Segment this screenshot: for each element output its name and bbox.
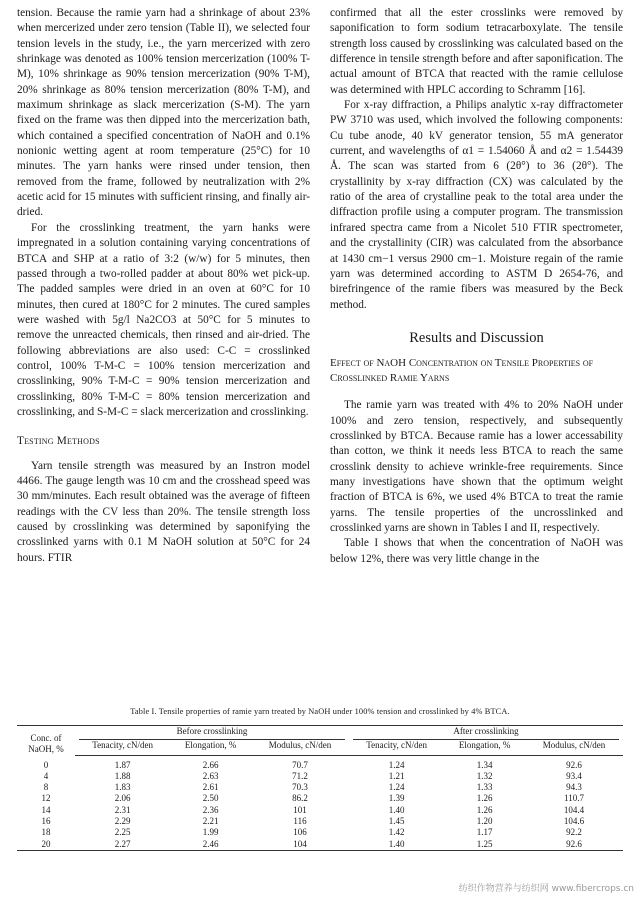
table-cell: 2.61 [202,782,219,793]
table-row [17,782,623,793]
table-cell: 2.29 [114,816,131,827]
paragraph: For the crosslinking treatment, the yarn hanks were impregnated in a solution containing varying concentrations of BTCA and SHP at a ratio of 3:2 (w/w) for 5 minutes, then passed through a two-rolled padder at about 80% wet pick-up. The padded samples were dried in an oven at 60°C for 10 minutes, then cured at 180°C for 2 minutes. The cured samples were washed with 5g/l Na2CO3 at 50°C for 5 minutes to remove the unreacted chemicals, then rinsed and air-dried. The following abbreviations are also used: C-C = crosslinked control, 100% T-M-C = 100% tension mercerization and crosslinking, 90% T-M-C = 90% tension mercerization and crosslinking, 80% T-M-C = 80% tension mercerization and crosslinking, and S-M-C = slack mercerization and crosslinking. [17,221,310,418]
table-cell: 2.66 [202,759,219,770]
table-row [17,827,623,838]
table-cell: 2.27 [75,839,170,851]
table-cell: 1.39 [388,793,405,804]
table-cell: 12 [41,793,51,804]
table-cell: 1.26 [476,793,493,804]
table-cell: 20 [17,839,75,851]
table-cell: 1.32 [476,770,493,781]
table-caption: Table I. Tensile properties of ramie yarn treated by NaOH under 100% tension and crosslinked by 4% BTCA. [130,707,510,716]
table-cell: 16 [41,816,51,827]
paragraph: Table I shows that when the concentration of NaOH was below 12%, there was very little change in the [330,537,623,565]
table-cell: 1.40 [349,839,444,851]
table-cell: 2.21 [202,816,219,827]
column-header-elongation: Elongation, % [444,740,525,755]
group-header-after: After crosslinking [353,726,619,740]
paragraph: The ramie yarn was treated with 4% to 20% NaOH under 100% and zero tension, respectively, and subsequently crosslinked by BTCA. Because ramie has a lower accessability than cotton, we think it needs less BTCA to reach the same crosslink density to achieve wrinkle-free requirements. Since many investigations have shown that the optimum weight fraction of BTCA is 6%, we used 4% BTCA to treat the ramie yarns. The tensile properties of the uncrosslinked and crosslinked yarns are shown in Tables I and II, respectively. [330,399,623,534]
table-cell: 1.40 [388,804,405,815]
table-header [17,740,623,755]
table-cell: 104 [251,839,349,851]
table-cell: 116 [293,816,307,827]
paragraph: For x-ray diffraction, a Philips analytic x-ray diffractometer PW 3710 was used, which involved the following components: Cu tube anode, 40 kV generator tension, 55 mA generator current, and wavelengths of α1 = 1.54060 Å and α2 = 1.54439 Å. The scan was started from 6 (2θ°) to 36 (2θ°). The crystallinity by x-ray diffraction (CX) was calculated by the ratio of the area of crystalline peak to the total area under the diffraction profile using a computer program. The transmission infrared spectra came from a Nicolet 510 FTIR spectrometer, and the crystallinity (CIR) was calculated from the absorbance at 1430 cm−1 versus 2900 cm−1. Moisture regain of the ramie yarn was determined according to ASTM D 2654-76, and birefringence of the ramie fibers was measured by the Beck method. [330,99,623,311]
table-cell: 1.83 [114,782,131,793]
table-row [17,805,623,816]
table-cell: 18 [41,827,51,838]
table-cell: 1.45 [388,816,405,827]
table-cell: 1.88 [114,770,131,781]
table-cell: 93.4 [566,770,582,781]
column-header-concentration: Conc. of NaOH, % [17,726,75,756]
left-column [17,6,310,566]
table-cell: 1.24 [388,759,405,770]
table-cell: 2.06 [114,793,131,804]
column-header-tenacity: Tenacity, cN/den [75,740,170,755]
group-header-before: Before crosslinking [79,726,345,740]
table-cell: 2.25 [114,827,131,838]
table-row [17,839,623,851]
table-cell: 1.20 [476,816,493,827]
table-cell: 1.99 [202,827,219,838]
table-cell: 104.6 [563,816,585,827]
table-cell: 2.63 [202,770,219,781]
right-column [330,6,623,567]
table-group-header [17,726,623,741]
table-cell: 0 [43,759,49,770]
table-body [17,755,623,850]
table-cell: 2.50 [202,793,219,804]
table-cell: 1.33 [476,782,493,793]
section-heading: Results and Discussion [409,329,544,346]
table-cell: 92.2 [566,827,582,838]
table-cell: 1.87 [114,759,131,770]
table-cell: 94.3 [566,782,582,793]
table-cell: 70.7 [292,759,308,770]
table-cell: 1.17 [476,827,493,838]
table-cell: 104.4 [563,804,585,815]
paragraph: tension. Because the ramie yarn had a shrinkage of about 23% when mercerized under zero tension (Table II), we selected four tension levels in the study, i.e., the yarn mercerized with zero shrinkage was denoted as 100% tension mercerization (100% T-M), 10% shrinkage as 90% tension mercerization (90% T-M), 20% shrinkage as 80% tension mercerization (80% T-M), and maximum shrinkage as slack mercerization (S-M). The yarn fixed on the frame was then dipped into the mercerization bath, which contained a specified concentration of NaOH and 0.1% nonionic wetting agent at room temperature (25°C) for 10 minutes. The yarn hanks were rinsed under tension, then removed from the frame, followed by neutralization with 2% acetic acid for 15 minutes with sufficient rinsing, and finally air-dried. [17,7,310,219]
table-cell: 8 [43,782,49,793]
table-cell: 106 [293,827,307,838]
table-cell: 1.42 [388,827,405,838]
table-cell: 1.24 [388,782,405,793]
table-cell: 101 [293,804,307,815]
table-row [17,816,623,827]
column-header-modulus: Modulus, cN/den [525,740,623,755]
paragraph: Yarn tensile strength was measured by an Instron model 4466. The gauge length was 10 cm and the crosshead speed was 30 mm/minutes. Each result obtained was the average of fifteen readings with the CV less than 20%. The tensile strength loss caused by crosslinking was determined by saponifying the crosslinked yarns with 0.1 M NaOH solution at 50°C for 24 hours. FTIR [17,459,310,564]
table-row [17,793,623,804]
paragraph: confirmed that all the ester crosslinks were removed by saponification to form sodium tetracarboxylate. The tensile strength loss caused by crosslinking was calculated based on the difference in tensile strength before and after saponification. The actual amount of BTCA that reacted with the ramie cellulose was determined with HPLC according to Schramm [16]. [330,7,623,96]
table-cell: 92.6 [566,759,582,770]
table-cell: 70.3 [292,782,308,793]
table-row [17,755,623,771]
watermark: 纺织作物营养与纺织网 www.fibercrops.cn [458,884,634,894]
table-cell: 4 [43,770,49,781]
section-subheading: Testing Methods [17,435,100,448]
table-cell: 1.21 [388,770,405,781]
section-subheading: Effect of NaOH Concentration on Tensile Properties of Crosslinked Ramie Yarns [330,357,594,385]
data-table [17,725,623,851]
table-cell: 92.6 [525,839,623,851]
table-cell: 2.46 [170,839,251,851]
column-header-elongation: Elongation, % [170,740,251,755]
table-cell: 71.2 [292,770,308,781]
column-header-modulus: Modulus, cN/den [251,740,349,755]
table-cell: 2.36 [202,804,219,815]
table-cell: 86.2 [292,793,308,804]
table-cell: 2.31 [114,804,131,815]
table-cell: 1.34 [476,759,493,770]
table-cell: 110.7 [564,793,584,804]
table-cell: 1.25 [444,839,525,851]
column-header-tenacity: Tenacity, cN/den [349,740,444,755]
table-row [17,771,623,782]
table-cell: 1.26 [476,804,493,815]
table-cell: 14 [41,804,51,815]
